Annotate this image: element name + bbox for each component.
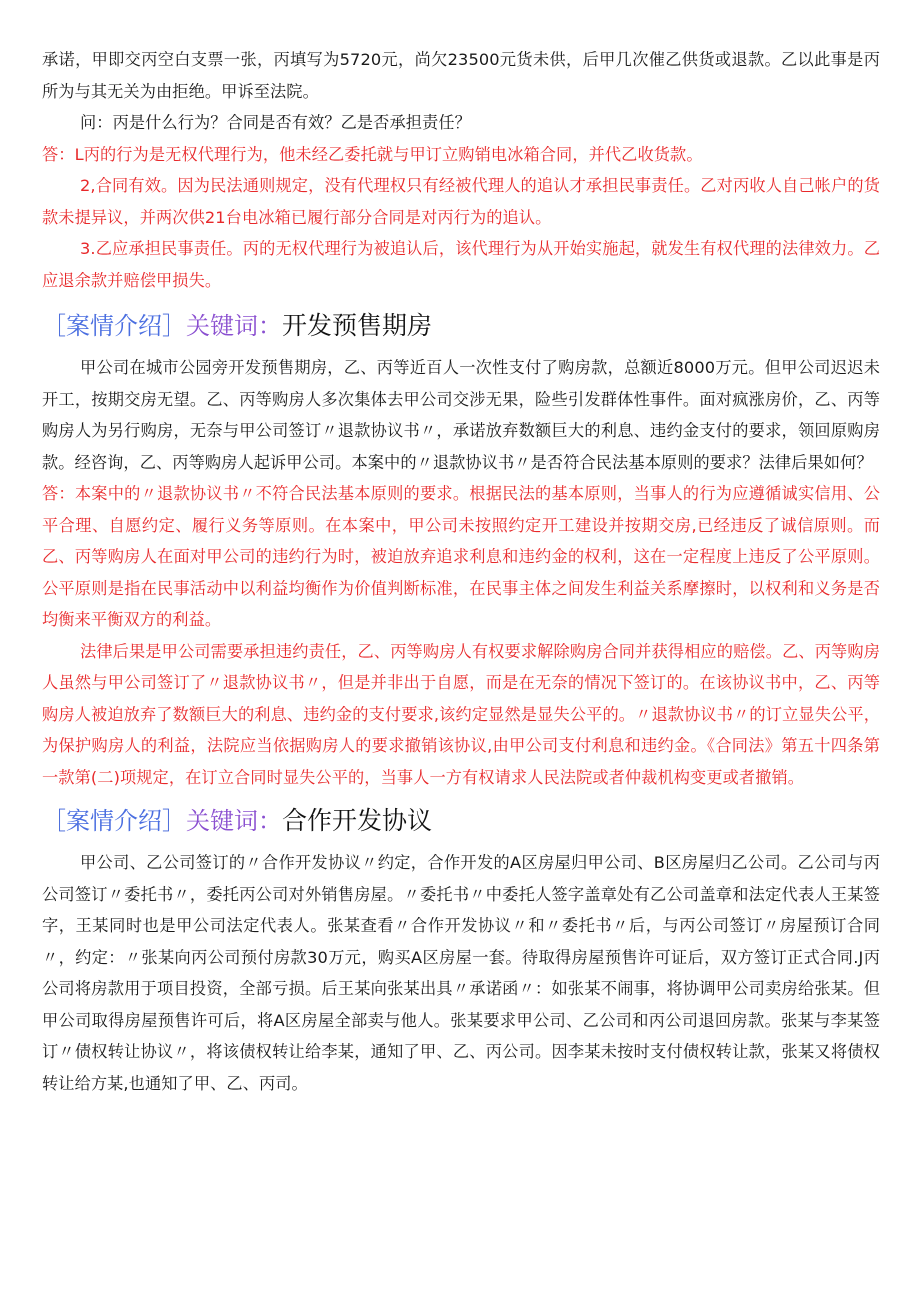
case-body-paragraph: 甲公司在城市公园旁开发预售期房，乙、丙等近百人一次性支付了购房款，总额近8000万元。但甲公司迟迟未开工，按期交房无望。乙、丙等购房人多次集体去甲公司交涉无果，险些引发群体性事件。面对疯涨房价，乙、丙等购房人为另行购房，无奈与甲公司签订〃退款协议书〃，承诺放弃数额巨大的利息、违约金支付的要求，领回原购房款。经咨询，乙、丙等购房人起诉甲公司。本案中的〃退款协议书〃是否符合民法基本原则的要求？法律后果如何？: [42, 358, 880, 472]
close-bracket: ］: [162, 312, 186, 340]
case-title: 开发预售期房: [282, 311, 433, 340]
case-heading-2: [42, 803, 880, 839]
legal-consequence-paragraph: 法律后果是甲公司需要承担违约责任，乙、丙等购房人有权要求解除购房合同并获得相应的赔偿。乙、丙等购房人虽然与甲公司签订了〃退款协议书〃，但是并非出于自愿，而是在无奈的情况下签订的。在该协议书中，乙、丙等购房人被迫放弃了数额巨大的利息、违约金的支付要求,该约定显然是显失公平的。〃退款协议书〃的订立显失公平，为保护购房人的利益，法院应当依据购房人的要求撤销该协议,由甲公司支付利息和违约金。《合同法》第五十四条第一款第(二)项规定，在订立合同时显失公平的，当事人一方有权请求人民法院或者仲裁机构变更或者撤销。: [42, 641, 880, 787]
case-heading-1: [42, 308, 880, 344]
answer-paragraph-2: 2,合同有效。因为民法通则规定，没有代理权只有经被代理人的追认才承担民事责任。乙对丙收人自己帐户的货款未提异议，并两次供21台电冰箱已履行部分合同是对丙行为的追认。: [42, 176, 880, 227]
case-answer-paragraph: 答：本案中的〃退款协议书〃不符合民法基本原则的要求。根据民法的基本原则，当事人的行为应遵循诚实信用、公平合理、自愿约定、履行义务等原则。在本案中，甲公司未按照约定开工建设并按期交房,已经违反了诚信原则。而乙、丙等购房人在面对甲公司的违约行为时，被迫放弃追求利息和违约金的权利，这在一定程度上违反了公平原则。公平原则是指在民事活动中以利益均衡作为价值判断标准，在民事主体之间发生利益关系摩擦时，以权利和义务是否均衡来平衡双方的利益。: [42, 484, 880, 629]
close-bracket: ］: [162, 807, 186, 835]
keyword-label: 关键词: [186, 312, 258, 340]
answer-paragraph-3: 3.乙应承担民事责任。丙的无权代理行为被追认后，该代理行为从开始实施起，就发生有权代理的法律效力。乙应退余款并赔偿甲损失。: [42, 239, 880, 290]
open-bracket: ［: [42, 312, 66, 340]
case-tag: 案情介绍: [66, 807, 162, 835]
case-body-paragraph: 甲公司、乙公司签订的〃合作开发协议〃约定，合作开发的A区房屋归甲公司、B区房屋归乙公司。乙公司与丙公司签订〃委托书〃，委托丙公司对外销售房屋。〃委托书〃中委托人签字盖章处有乙公司盖章和法定代表人王某签字，王某同时也是甲公司法定代表人。张某查看〃合作开发协议〃和〃委托书〃后，与丙公司签订〃房屋预订合同〃，约定：〃张某向丙公司预付房款30万元，购买A区房屋一套。待取得房屋预售许可证后，双方签订正式合同.J丙公司将房款用于项目投资，全部亏损。后王某向张某出具〃承诺函〃：如张某不闹事，将协调甲公司卖房给张某。但甲公司取得房屋预售许可后，将A区房屋全部卖与他人。张某要求甲公司、乙公司和丙公司退回房款。张某与李某签订〃债权转让协议〃，将该债权转让给李某，通知了甲、乙、丙公司。因李某未按时支付债权转让款，张某又将债权转让给方某,也通知了甲、乙、丙司。: [42, 853, 880, 1093]
keyword-colon: ：: [258, 807, 282, 835]
case-tag: 案情介绍: [66, 312, 162, 340]
answer-paragraph-1: 答：L丙的行为是无权代理行为，他未经乙委托就与甲订立购销电冰箱合同，并代乙收货款。: [42, 144, 703, 164]
open-bracket: ［: [42, 807, 66, 835]
question-paragraph: 问：丙是什么行为？合同是否有效？乙是否承担责任？: [80, 113, 471, 132]
paragraph-continued-case: 承诺，甲即交丙空白支票一张，丙填写为5720元，尚欠23500元货未供，后甲几次催乙供货或退款。乙以此事是丙所为与其无关为由拒绝。甲诉至法院。: [42, 50, 880, 101]
keyword-label: 关键词: [186, 807, 258, 835]
keyword-colon: ：: [258, 312, 282, 340]
case-title: 合作开发协议: [282, 806, 433, 835]
